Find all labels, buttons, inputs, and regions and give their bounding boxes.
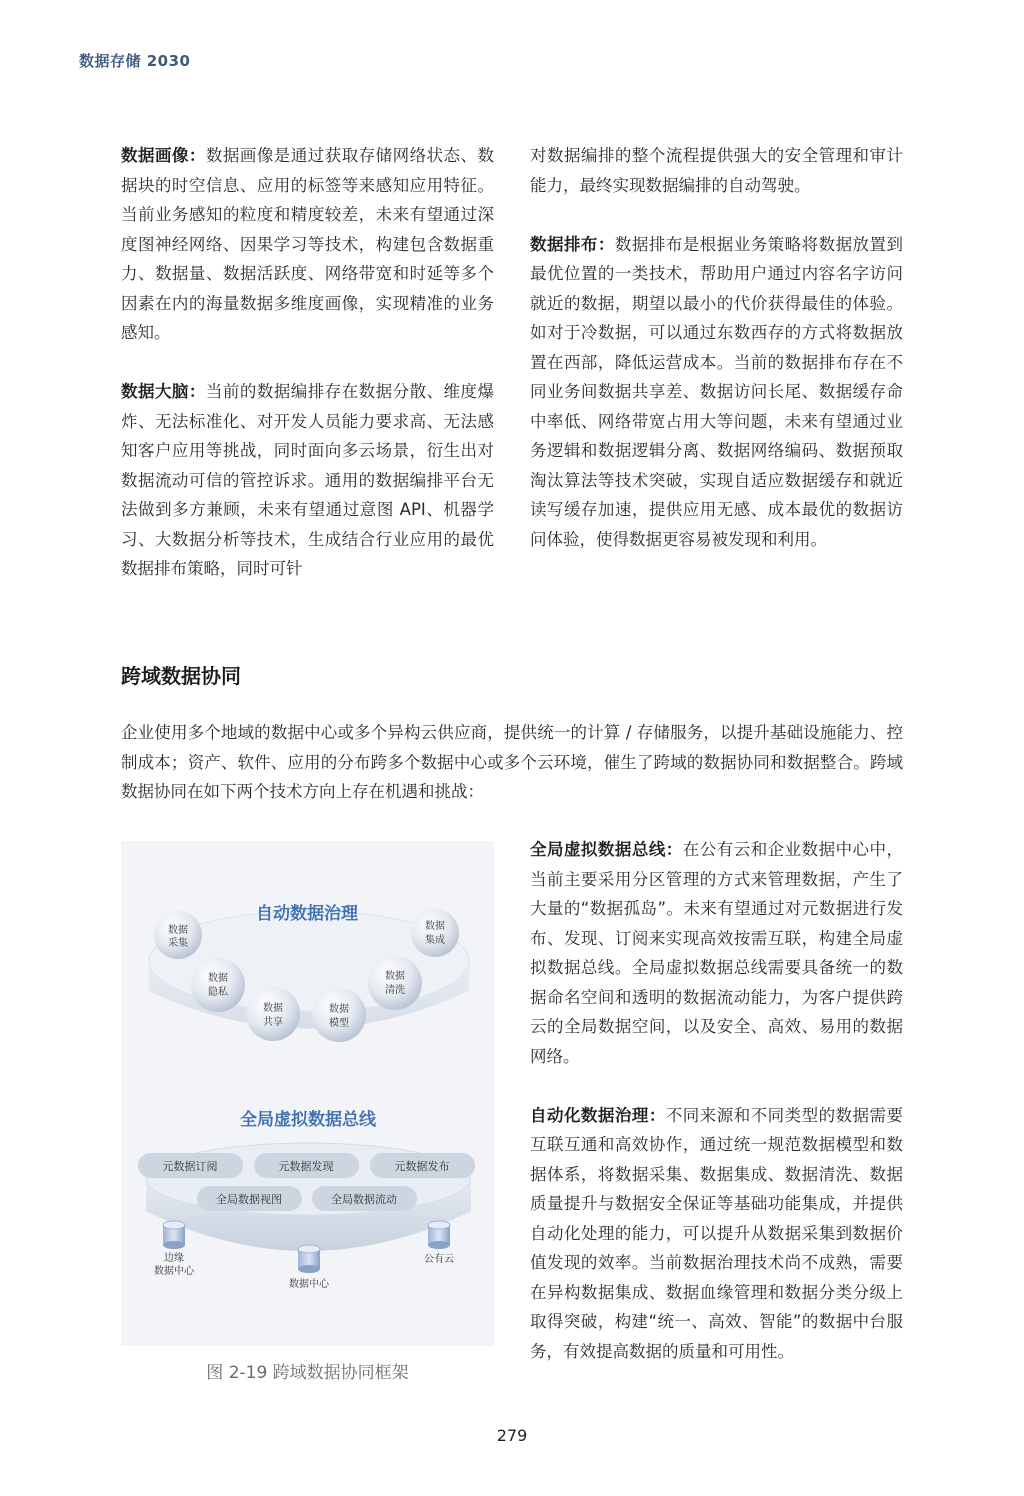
paragraph-data-placement	[530, 230, 903, 555]
paragraph-data-portrait	[121, 141, 494, 348]
page-number: 279	[496, 1426, 528, 1445]
node-label: 数据中心	[154, 1266, 194, 1277]
pill-global-flow	[312, 1186, 417, 1211]
pill-global-view	[197, 1186, 302, 1211]
running-header: 数据存储 2030	[79, 52, 191, 70]
paragraph-auto-governance	[530, 1101, 903, 1367]
sphere-label: 模型	[329, 1018, 349, 1029]
sphere-label: 隐私	[208, 987, 228, 998]
framework-diagram	[121, 841, 494, 1346]
sphere-label: 集成	[425, 935, 445, 946]
term-data-brain: 数据大脑：	[121, 382, 206, 401]
sphere-label: 数据	[329, 1004, 349, 1015]
sphere-model	[312, 988, 366, 1042]
sphere-privacy	[191, 958, 245, 1012]
sphere-label: 共享	[263, 1017, 283, 1028]
governance-title: 自动数据治理	[256, 904, 358, 924]
term-global-bus: 全局虚拟数据总线：	[530, 840, 683, 859]
node-public-cloud	[424, 1221, 454, 1265]
pill-metadata-subscribe	[138, 1153, 243, 1178]
paragraph-text: 当前的数据编排存在数据分散、维度爆炸、无法标准化、对开发人员能力要求高、无法感知客户应用等挑战，同时面向多云场景，衍生出对数据流动可信的管控诉求。通用的数据编排平台无法做到多方兼顾，未来有望通过意图 API、机器学习、大数据分析等技术，生成结合行业应用的最优数据排布策略，同时可针	[121, 382, 495, 578]
sphere-label: 数据	[263, 1003, 283, 1014]
paragraph-text: 在公有云和企业数据中心中，当前主要采用分区管理的方式来管理数据，产生了大量的“数据孤岛”。未来有望通过对元数据进行发布、发现、订阅来实现高效按需互联，构建全局虚拟数据总线。全局虚拟数据总线需要具备统一的数据命名空间和透明的数据流动能力，为客户提供跨云的全局数据空间，以及安全、高效、易用的数据网络。	[530, 840, 904, 1066]
pill-metadata-publish	[370, 1153, 475, 1178]
pill-metadata-discover	[254, 1153, 359, 1178]
right-bottom-column	[530, 835, 903, 1366]
node-label: 数据中心	[289, 1279, 329, 1290]
sphere-label: 数据	[425, 921, 445, 932]
term-data-portrait: 数据画像：	[121, 146, 206, 165]
node-label: 公有云	[424, 1254, 454, 1265]
paragraph-continuation: 对数据编排的整个流程提供强大的安全管理和审计能力，最终实现数据编排的自动驾驶。	[530, 146, 903, 195]
sphere-share	[246, 987, 300, 1041]
sphere-label: 采集	[168, 938, 188, 949]
paragraph-text: 不同来源和不同类型的数据需要互联互通和高效协作，通过统一规范数据模型和数据体系，将数据采集、数据集成、数据清洗、数据质量提升与数据安全保证等基础功能集成，并提供自动化处理的能力，可以提升从数据采集到数据价值发现的效率。当前数据治理技术尚不成熟，需要在异构数据集成、数据血缘管理和数据分类分级上取得突破，构建“统一、高效、智能”的数据中台服务，有效提高数据的质量和可用性。	[530, 1105, 904, 1361]
bus-title: 全局虚拟数据总线	[240, 1110, 376, 1130]
right-column	[530, 141, 903, 554]
node-label: 边缘	[164, 1253, 184, 1264]
section-heading: 跨域数据协同	[121, 664, 241, 688]
sphere-label: 数据	[385, 971, 405, 982]
pill-label: 元数据发现	[278, 1160, 334, 1173]
sphere-integrate	[411, 909, 459, 957]
pill-label: 全局数据流动	[331, 1193, 397, 1206]
pill-label: 元数据订阅	[162, 1160, 218, 1173]
sphere-label: 清洗	[385, 985, 405, 996]
section-intro: 企业使用多个地域的数据中心或多个异构云供应商，提供统一的计算 / 存储服务，以提升基础设施能力、控制成本；资产、软件、应用的分布跨多个数据中心或多个云环境，催生了跨域的数据协同和数据整合。跨域数据协同在如下两个技术方向上存在机遇和挑战：	[121, 723, 903, 801]
figure-cross-domain-framework	[121, 841, 494, 1346]
pill-label: 元数据发布	[394, 1160, 450, 1173]
sphere-collect	[154, 911, 202, 959]
sphere-label: 数据	[208, 973, 228, 984]
paragraph-global-bus	[530, 835, 903, 1071]
paragraph-text: 数据画像是通过获取存储网络状态、数据块的时空信息、应用的标签等来感知应用特征。当前业务感知的粒度和精度较差，未来有望通过深度图神经网络、因果学习等技术，构建包含数据重力、数据量、数据活跃度、网络带宽和时延等多个因素在内的海量数据多维度画像，实现精准的业务感知。	[121, 146, 495, 342]
pill-label: 全局数据视图	[216, 1193, 282, 1206]
paragraph-text: 数据排布是根据业务策略将数据放置到最优位置的一类技术，帮助用户通过内容名字访问就近的数据，期望以最小的代价获得最佳的体验。如对于冷数据，可以通过东数西存的方式将数据放置在西部，降低运营成本。当前的数据排布存在不同业务间数据共享差、数据访问长尾、数据缓存命中率低、网络带宽占用大等问题，未来有望通过业务逻辑和数据逻辑分离、数据网络编码、数据预取淘汰算法等技术突破，实现自适应数据缓存和就近读写缓存加速，提供应用无感、成本最优的数据访问体验，使得数据更容易被发现和利用。	[530, 234, 904, 549]
term-auto-governance: 自动化数据治理：	[530, 1105, 666, 1125]
left-column	[121, 141, 494, 584]
term-data-placement: 数据排布：	[530, 234, 615, 254]
figure-caption: 图 2-19 跨域数据协同框架	[206, 1363, 409, 1383]
paragraph-data-brain	[121, 377, 494, 584]
sphere-label: 数据	[168, 925, 188, 936]
node-datacenter	[289, 1245, 330, 1290]
sphere-cleanse	[368, 956, 422, 1010]
